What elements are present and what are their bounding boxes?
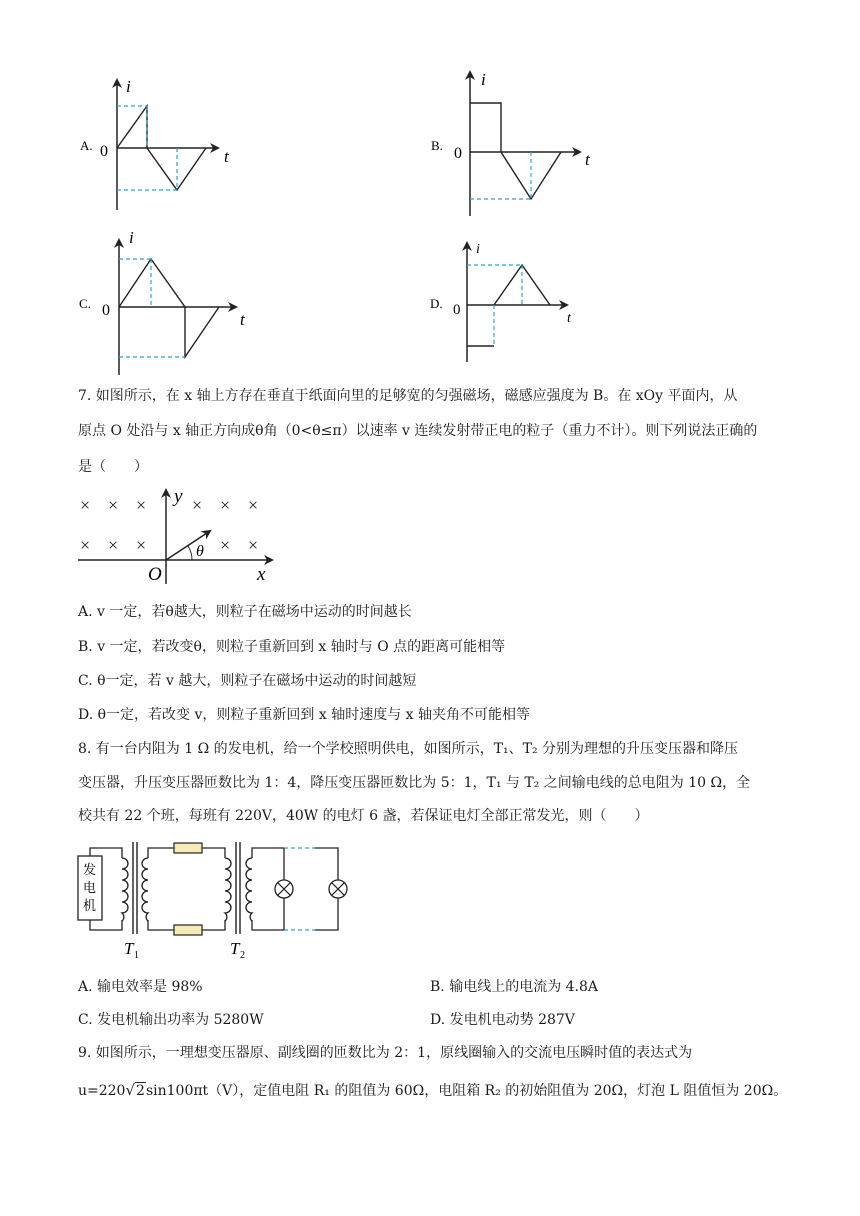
q7-choice-b: B. v 一定，若改变θ，则粒子重新回到 x 轴时与 O 点的距离可能相等 <box>78 639 506 655</box>
q7-stem-line-2: 原点 O 处沿与 x 轴正方向成θ角（0<θ≤π）以速率 v 连续发射带正电的粒子（重力不计）。则下列说法正确的 <box>78 423 758 439</box>
origin-label: 0 <box>102 302 110 319</box>
q7-choice-a: A. v 一定，若θ越大，则粒子在磁场中运动的时间越长 <box>78 604 412 620</box>
field-cross: × <box>108 495 119 515</box>
origin-label: 0 <box>100 143 108 160</box>
q9-formula-prefix: u=220 <box>78 1083 126 1099</box>
y-axis-label: y <box>174 486 183 507</box>
axis-t-label: t <box>567 311 571 326</box>
q7-choice-c: C. θ一定，若 v 越大，则粒子在磁场中运动的时间越短 <box>78 673 417 689</box>
field-cross: × <box>136 535 147 555</box>
q9-formula-rest: sin100πt（V），定值电阻 R₁ 的阻值为 60Ω，电阻箱 R₂ 的初始阻值为 20Ω，灯泡 L 阻值恒为 20Ω。 <box>145 1083 788 1099</box>
graph-b <box>431 70 591 216</box>
option-d-label: D. <box>430 296 443 311</box>
field-cross: × <box>80 535 91 555</box>
axis-i-label: i <box>126 77 131 96</box>
origin-label: O <box>148 564 162 585</box>
field-cross: × <box>80 495 91 515</box>
q8-choice-b: B. 输电线上的电流为 4.8A <box>430 979 599 995</box>
field-cross: × <box>248 495 259 515</box>
field-cross: × <box>108 535 119 555</box>
graph-a <box>80 77 230 210</box>
option-c-label: C. <box>79 296 91 311</box>
axis-t-label: t <box>240 310 245 329</box>
theta-label: θ <box>196 543 204 560</box>
option-a-label: A. <box>80 138 93 153</box>
q9-stem-line-2 <box>78 1080 787 1101</box>
t2-label: T <box>230 939 240 958</box>
graph-d <box>430 242 572 362</box>
q8-choice-d: D. 发电机电动势 287V <box>430 1012 575 1028</box>
q8-choice-a: A. 输电效率是 98% <box>78 979 203 995</box>
q8-stem-line-3: 校共有 22 个班，每班有 220V，40W 的电灯 6 盏，若保证电灯全部正常发光，则（ ） <box>78 808 649 824</box>
q7-stem-line-3: 是（ ） <box>78 459 148 475</box>
q7-choice-d: D. θ一定，若改变 v，则粒子重新回到 x 轴时速度与 x 轴夹角不可能相等 <box>78 707 531 723</box>
generator-char: 电 <box>83 880 97 895</box>
axis-i-label: i <box>476 242 480 257</box>
field-cross: × <box>220 495 231 515</box>
q9-stem-line-1: 9. 如图所示，一理想变压器原、副线圈的匝数比为 2：1，原线圈输入的交流电压瞬时值的表达式为 <box>78 1045 693 1061</box>
generator-char: 机 <box>83 898 97 913</box>
axis-i-label: i <box>129 228 134 247</box>
x-axis-label: x <box>257 564 266 585</box>
t1-label: T <box>124 939 134 958</box>
q9-sqrt-radicand: 2 <box>136 1083 145 1099</box>
axis-t-label: t <box>585 150 590 169</box>
axis-i-label: i <box>481 70 486 89</box>
q7-figure <box>70 484 290 588</box>
sqrt-sign-icon: √ <box>125 1081 136 1099</box>
field-cross: × <box>192 495 203 515</box>
generator-char: 发 <box>83 862 97 877</box>
q8-choice-c: C. 发电机输出功率为 5280W <box>78 1012 264 1028</box>
field-cross: × <box>220 535 231 555</box>
origin-label: 0 <box>453 302 461 318</box>
graph-c <box>79 228 246 375</box>
t2-subscript: 2 <box>240 950 245 961</box>
field-cross: × <box>136 495 147 515</box>
origin-label: 0 <box>454 145 462 162</box>
q8-stem-line-2: 变压器，升压变压器匝数比为 1：4，降压变压器匝数比为 5：1，T₁ 与 T₂ 之间输电线的总电阻为 10 Ω，全 <box>78 775 751 791</box>
field-cross: × <box>248 535 259 555</box>
q6-graphs <box>0 0 860 390</box>
q7-stem-line-1: 7. 如图所示，在 x 轴上方存在垂直于纸面向里的足够宽的匀强磁场，磁感应强度为 B。在 xOy 平面内，从 <box>78 388 738 404</box>
q8-circuit <box>72 836 362 964</box>
t1-subscript: 1 <box>134 950 139 961</box>
q8-stem-line-1: 8. 有一台内阻为 1 Ω 的发电机，给一个学校照明供电，如图所示，T₁、T₂ 分别为理想的升压变压器和降压 <box>78 741 739 757</box>
option-b-label: B. <box>431 138 443 153</box>
axis-t-label: t <box>224 147 229 166</box>
